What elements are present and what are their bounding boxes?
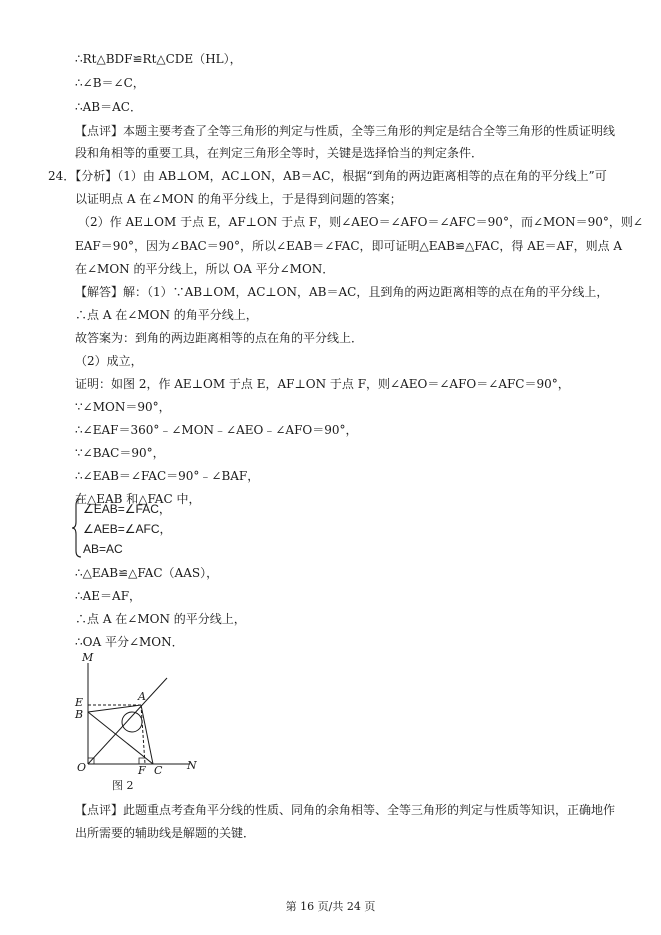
label-f: F [138,764,146,777]
line-15: 证明：如图 2，作 AE⊥OM 于点 E，AF⊥ON 于点 F，则∠AEO＝∠AFO＝∠AFC＝90°， [75,377,570,391]
left-brace [72,498,82,558]
line-12: ∴点 A 在∠MON 的角平分线上， [75,308,258,322]
line-16: ∵∠MON＝90°， [75,400,171,414]
label-c: C [154,764,163,777]
label-b: B [75,708,84,721]
line-1: ∴Rt△BDF≌Rt△CDE（HL）， [75,52,242,66]
line-20: 在△EAB 和△FAC 中， [75,492,201,506]
line-25: 【点评】此题重点考查角平分线的性质、同角的余角相等、全等三角形的判定与性质等知识，正确地作 [75,803,616,817]
line-9: EAF＝90°，因为∠BAC＝90°，所以∠EAB＝∠FAC，即可证明△EAB≌△FAC，得 AE＝AF，则点 A [75,239,623,253]
line-13: 故答案为：到角的两边距离相等的点在角的平分线上． [75,331,364,345]
line-10: 在∠MON 的平分线上，所以 OA 平分∠MON． [75,262,335,276]
segment-bc [88,712,153,764]
line-26: 出所需要的辅助线是解题的关键． [75,826,256,840]
line-14: （2）成立， [75,354,143,368]
line-19: ∴∠EAB＝∠FAC＝90°﹣∠BAF， [75,469,260,483]
line-7: 以证明点 A 在∠MON 的角平分线上，于是得到问题的答案； [75,192,402,206]
line-18: ∵∠BAC＝90°， [75,446,165,460]
line-17: ∴∠EAF＝360°﹣∠MON﹣∠AEO﹣∠AFO＝90°， [75,423,358,437]
label-e: E [75,696,84,709]
label-a: A [138,690,146,703]
line-11: 【解答】解：（1）∵AB⊥OM，AC⊥ON，AB＝AC，且到角的两边距离相等的点在角的平分线上， [75,285,609,299]
circle [122,712,142,732]
line-5: 段和角相等的重要工具，在判定三角形全等时，关键是选择恰当的判定条件． [75,146,484,160]
line-4: 【点评】本题主要考查了全等三角形的判定与性质，全等三角形的判定是结合全等三角形的性质证明线 [75,124,616,138]
line-2: ∴∠B＝∠C， [75,76,145,90]
figure-caption: 图 2 [112,779,134,792]
page-footer: 第 16 页/共 24 页 [285,900,376,913]
geometry-figure [72,648,222,798]
line-8: （2）作 AE⊥OM 于点 E，AF⊥ON 于点 F，则∠AEO＝∠AFO＝∠AFC＝90°，而∠MON＝90°，则∠ [78,215,643,229]
line-21: ∴△EAB≌△FAC（AAS）， [75,566,219,580]
line-23: ∴点 A 在∠MON 的平分线上， [75,612,246,626]
label-m: M [82,651,94,664]
equation-system [72,498,192,558]
segment-ac [141,705,153,764]
segment-ba [88,705,141,712]
line-3: ∴AB＝AC． [75,100,142,114]
line-24: ∴OA 平分∠MON． [75,635,184,649]
line-22: ∴AE＝AF， [75,589,142,603]
equation-row-2: ∠AEB=∠AFC， [83,522,172,536]
equation-row-3: AB=AC [83,542,123,556]
label-n: N [187,759,197,772]
label-o: O [77,761,87,774]
line-6: 24．【分析】（1）由 AB⊥OM，AC⊥ON，AB＝AC，根据“到角的两边距离相等的点在角的平分线上”可 [48,169,607,183]
equation-row-1: ∠EAB=∠FAC， [83,502,171,516]
